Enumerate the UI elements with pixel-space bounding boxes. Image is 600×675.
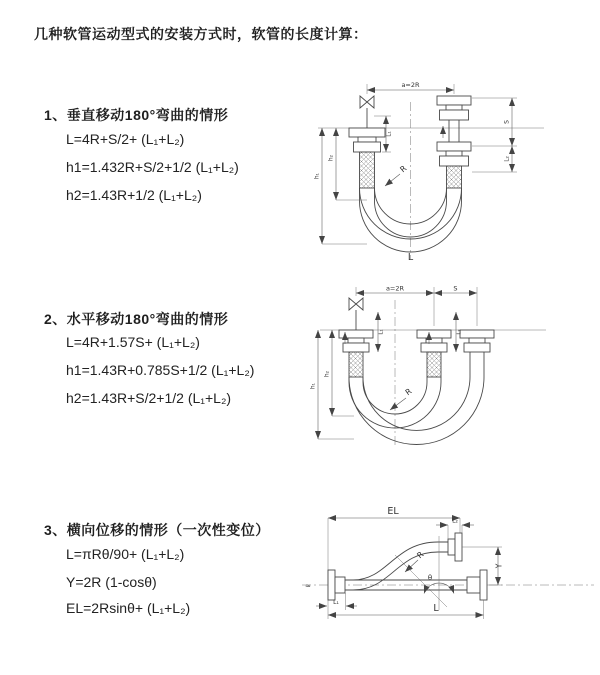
flange-plate [328, 570, 335, 600]
braided-hose-section [447, 166, 462, 188]
dim-label-y: Y [494, 563, 504, 569]
dim-label-a2r: a=2R [401, 81, 420, 89]
dim-label-el: EL [387, 506, 399, 517]
flange-fitting-left [339, 330, 373, 377]
flange-plate [455, 533, 462, 561]
dim-label-a2r: a=2R [385, 284, 405, 293]
dim-label-h2: h₂ [324, 371, 331, 377]
horizontal-180-bend-diagram [306, 282, 600, 452]
formula-line: L=4R+1.57S+ (L₁+L₂) [66, 334, 200, 350]
dim-label-r: R [403, 386, 414, 398]
vertical-180-bend-diagram [312, 76, 600, 262]
flange-fitting [446, 105, 462, 110]
formula-line: Y=2R (1-cosθ) [66, 574, 157, 590]
dim-label-r: R [398, 163, 409, 175]
formula-line: h1=1.43R+0.785S+1/2 (L₁+L₂) [66, 362, 255, 378]
formula-line: L=πRθ/90+ (L₁+L₂) [66, 546, 185, 562]
dim-label-h1: h₁ [314, 173, 321, 179]
formula-line: h1=1.432R+S/2+1/2 (L₁+L₂) [66, 159, 239, 175]
flange-hub [467, 577, 480, 593]
section-2-heading: 2、水平移动180°弯曲的情形 [44, 311, 229, 327]
dim-label-l2: L₂ [456, 329, 463, 335]
flange-fitting [358, 137, 376, 142]
radius-leader [385, 174, 400, 186]
formula-line: h2=1.43R+1/2 (L₁+L₂) [66, 187, 202, 203]
dim-label-h1: h₁ [310, 383, 317, 389]
flange-fitting [437, 96, 471, 105]
dim-label-r: R [415, 549, 426, 561]
flange-hub [335, 577, 345, 593]
section-3-heading: 3、横向位移的情形（一次性变位） [44, 522, 270, 538]
hose-curve [345, 542, 438, 580]
flange-fitting-right [460, 330, 494, 377]
dim-label-l2: L₂ [452, 517, 458, 525]
formula-line: h2=1.43R+S/2+1/2 (L₁+L₂) [66, 390, 232, 406]
flange-fitting [440, 110, 469, 120]
dim-label-h2: h₂ [328, 155, 335, 161]
flange-fitting [349, 128, 385, 137]
dim-label-s: S [453, 284, 458, 293]
flange-plate [480, 570, 487, 600]
page-title: 几种软管运动型式的安装方式时，软管的长度计算： [34, 26, 368, 42]
dim-label-l: L [433, 603, 439, 614]
formula-line: EL=2Rsinθ+ (L₁+L₂) [66, 600, 191, 616]
flange-fitting [437, 142, 471, 151]
flange-fitting [446, 151, 462, 156]
dim-label-l1: L₁ [378, 329, 385, 335]
axis-break-symbol: ≈ [305, 582, 311, 590]
valve-icon [360, 96, 374, 108]
dim-label-s: S [503, 120, 511, 124]
dim-label-theta: θ [427, 574, 433, 582]
flange-fitting [354, 142, 381, 152]
hose-arc [349, 377, 484, 445]
section-1-heading: 1、垂直移动180°弯曲的情形 [44, 107, 229, 123]
formula-line: L=4R+S/2+ (L₁+L₂) [66, 131, 185, 147]
flange-fitting [440, 156, 469, 166]
dim-label-l: L [407, 252, 414, 263]
valve-icon [349, 298, 363, 310]
dim-label-l1: L₁ [386, 131, 393, 137]
radius-leader [390, 398, 406, 410]
lateral-displacement-diagram [298, 498, 600, 646]
flange-fitting-middle [417, 330, 451, 377]
braided-hose-section [360, 152, 375, 188]
dim-label-l1: L₁ [333, 599, 339, 606]
flange-hub [448, 539, 455, 555]
dim-label-l2: L₂ [504, 156, 511, 162]
